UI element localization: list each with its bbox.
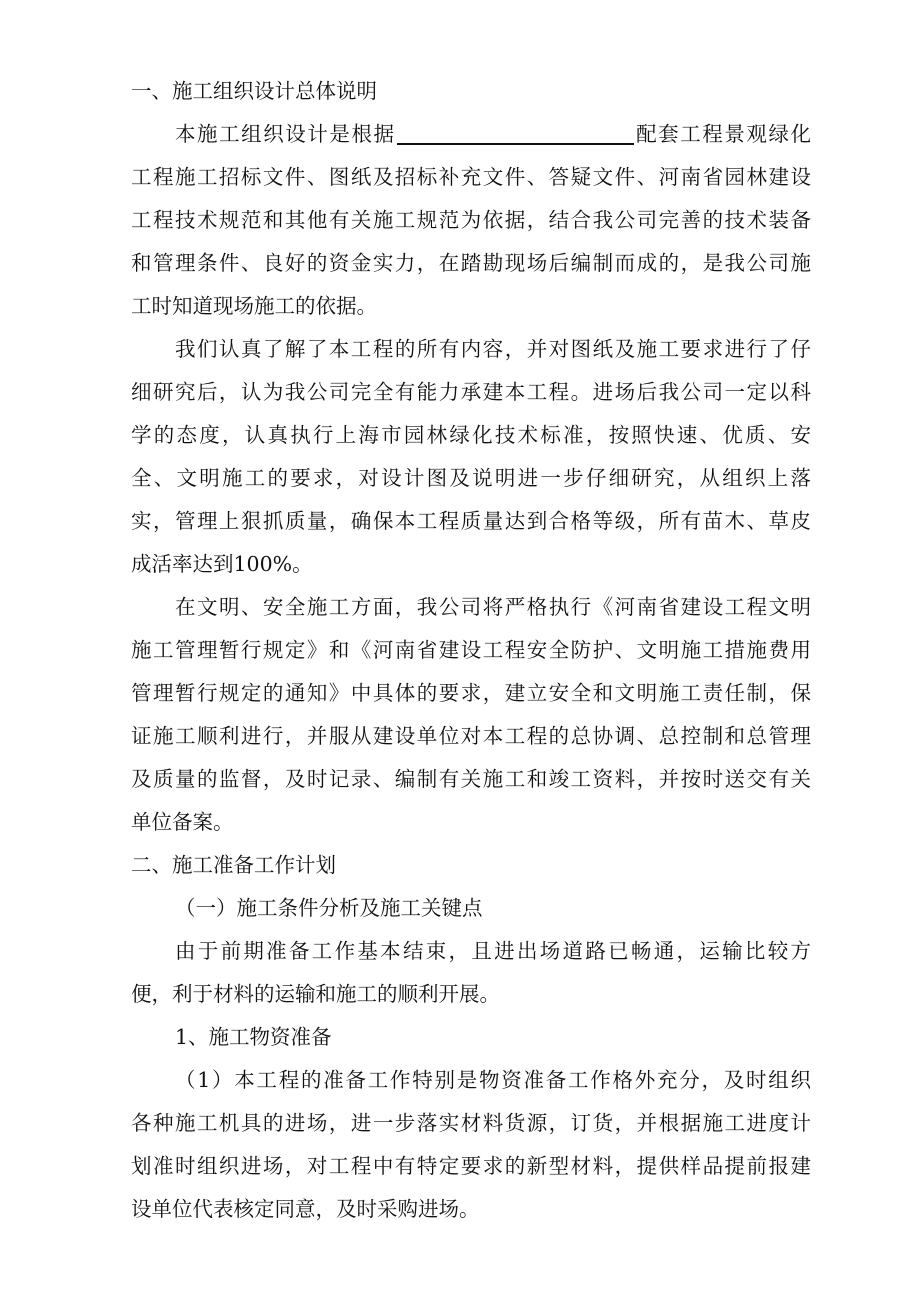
section2-subheading: （一）施工条件分析及施工关键点	[175, 896, 483, 920]
para3-line5: 及质量的监督，及时记录、编制有关施工和竣工资料，并按时送交有关	[131, 767, 811, 791]
para3-line4: 证施工顺利进行，并服从建设单位对本工程的总协调、总控制和总管理	[131, 724, 811, 748]
para3-line2: 施工管理暂行规定》和《河南省建设工程安全防护、文明施工措施费用	[131, 638, 811, 662]
para1-line1	[175, 114, 811, 154]
blank-project-name	[397, 121, 634, 145]
s2-para1-line2: 便，利于材料的运输和施工的顺利开展。	[131, 982, 500, 1006]
para2-line5: 实，管理上狠抓质量，确保本工程质量达到合格等级，所有苗木、草皮	[131, 509, 811, 533]
para3-line1: 在文明、安全施工方面，我公司将严格执行《河南省建设工程文明	[175, 595, 811, 619]
item1-para-line4: 设单位代表核定同意，及时采购进场。	[131, 1197, 480, 1221]
para1-line5: 工时知道现场施工的依据。	[131, 294, 377, 318]
item1-para-line2: 各种施工机具的进场，进一步落实材料货源，订货，并根据施工进度计	[131, 1111, 811, 1135]
para1-line1-after: 配套工程景观绿化	[634, 122, 812, 146]
para2-line2: 细研究后，认为我公司完全有能力承建本工程。进场后我公司一定以科	[131, 380, 811, 404]
s2-para1-line1: 由于前期准备工作基本结束，且进出场道路已畅通，运输比较方	[175, 939, 811, 963]
item1-para-line3: 划准时组织进场，对工程中有特定要求的新型材料，提供样品提前报建	[131, 1154, 811, 1178]
section1-heading: 一、施工组织设计总体说明	[131, 79, 377, 103]
para2-line1: 我们认真了解了本工程的所有内容，并对图纸及施工要求进行了仔	[175, 337, 811, 361]
item1-heading: 1、施工物资准备	[175, 1025, 332, 1049]
para3-line3: 管理暂行规定的通知》中具体的要求，建立安全和文明施工责任制，保	[131, 681, 811, 705]
para3-line6: 单位备案。	[131, 810, 234, 834]
para1-line2: 工程施工招标文件、图纸及招标补充文件、答疑文件、河南省园林建设	[131, 165, 811, 189]
para1-line1-before: 本施工组织设计是根据	[175, 122, 396, 146]
para2-line4: 全、文明施工的要求，对设计图及说明进一步仔细研究，从组织上落	[131, 466, 811, 490]
section2-heading: 二、施工准备工作计划	[131, 853, 336, 877]
para1-line4: 和管理条件、良好的资金实力，在踏勘现场后编制而成的，是我公司施	[131, 251, 811, 275]
item1-para-line1: （1）本工程的准备工作特别是物资准备工作格外充分，及时组织	[175, 1068, 811, 1092]
para2-line3: 学的态度，认真执行上海市园林绿化技术标准，按照快速、优质、安	[131, 423, 811, 447]
para2-line6: 成活率达到100%。	[131, 552, 313, 576]
para1-line3: 工程技术规范和其他有关施工规范为依据，结合我公司完善的技术装备	[131, 208, 811, 232]
